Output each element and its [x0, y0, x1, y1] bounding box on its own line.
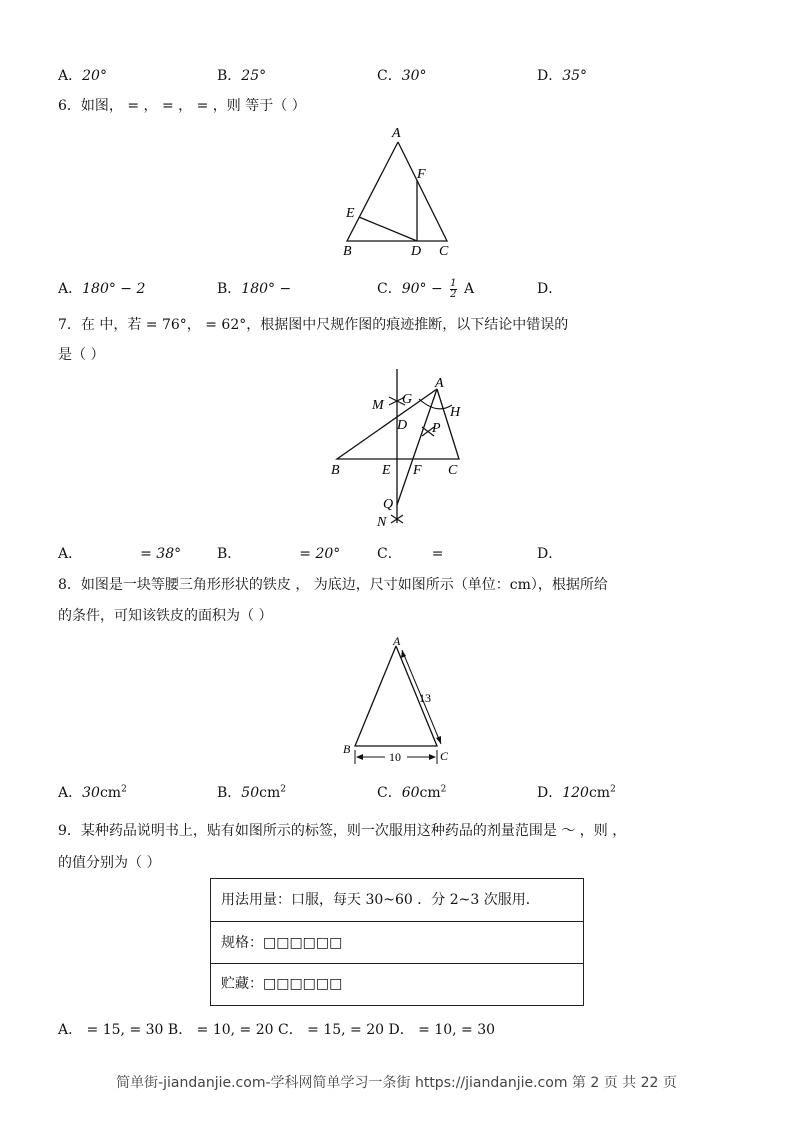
label-row-dosage: 用法用量：口服，每天 30~60 ．分 2~3 次服用． — [211, 879, 583, 922]
q9-stem-line2: 的值分别为（ ） — [58, 855, 161, 871]
q5-option-d: D．35° — [537, 68, 588, 84]
q7-label-a: A — [435, 376, 444, 391]
q8-label-10: 10 — [389, 750, 401, 764]
q6-option-c: C．90° − $\frac{1}{2}$ A — [377, 277, 475, 300]
q9-options: A． = 15, = 30 B． = 10, = 20 C． = 15, = 20 D． = 10, = 30 — [58, 1022, 496, 1038]
q6-fraction: $\frac{1}{2}$ — [450, 277, 457, 300]
q8-label-a: A — [393, 634, 401, 648]
q7-option-a: A． = 38° — [58, 546, 182, 562]
q6-option-d: D． — [537, 281, 563, 297]
q7-stem-line1: 7．在 中，若 = 76°， = 62°，根据图中尺规作图的痕迹推断，以下结论中错误的 — [58, 317, 569, 333]
q8-option-a: A．$30cm^2$ — [58, 784, 127, 801]
q6-label-b: B — [343, 244, 352, 259]
q7-stem-line2: 是（ ） — [58, 347, 105, 363]
q7-label-e: E — [382, 463, 391, 478]
q7-label-g: G — [402, 392, 413, 407]
q6-label-c: C — [439, 244, 449, 259]
q8-stem-line2: 的条件，可知该铁皮的面积为（ ） — [58, 608, 273, 624]
q7-label-c: C — [448, 463, 458, 478]
q6-option-a: A．180° − 2 — [58, 281, 146, 297]
q6-label-f: F — [417, 167, 426, 182]
q9-stem-line1: 9．某种药品说明书上，贴有如图所示的标签，则一次服用这种药品的剂量范围是 ～ ，则 ， — [58, 823, 627, 839]
q7-label-n: N — [377, 515, 387, 530]
q8-option-c: C．$60cm^2$ — [377, 784, 447, 801]
q7-label-d: D — [397, 418, 408, 433]
q7-label-q: Q — [383, 497, 394, 512]
q6-stem: 6．如图， = ， = ， = ，则 等于（ ） — [58, 98, 306, 114]
q6-label-d: D — [411, 244, 422, 259]
medicine-label-box — [210, 878, 584, 1006]
q8-option-d: D．$120cm^2$ — [537, 784, 616, 801]
q7-label-f: F — [413, 463, 422, 478]
q8-option-b: B．$50cm^2$ — [217, 784, 286, 801]
q7-label-p: P — [432, 421, 441, 436]
q7-label-m: M — [372, 398, 384, 413]
q8-stem-line1: 8．如图是一块等腰三角形形状的铁皮 ， 为底边，尺寸如图所示（单位：cm），根据所给 — [58, 577, 608, 593]
q8-label-c: C — [440, 749, 449, 763]
label-row-spec: 规格：□□□□□□ — [211, 922, 583, 964]
q7-option-d: D． — [537, 546, 563, 562]
q6-label-e: E — [346, 206, 355, 221]
q6-label-a: A — [392, 126, 401, 141]
q7-option-b: B． = 20° — [217, 546, 341, 562]
q8-figure — [335, 632, 465, 772]
q6-option-b: B．180° − — [217, 281, 292, 297]
q7-figure — [325, 365, 475, 535]
q7-label-b: B — [331, 463, 340, 478]
q5-option-a: A．20° — [58, 68, 107, 84]
q6-figure — [335, 122, 465, 262]
q8-label-b: B — [343, 742, 351, 756]
q7-label-h: H — [450, 405, 461, 420]
q5-option-b: B．25° — [217, 68, 267, 84]
q8-label-13: 13 — [419, 691, 431, 705]
page-footer: 简单街-jiandanjie.com-学科网简单学习一条街 https://jiandanjie.com 第 2 页 共 22 页 — [116, 1075, 677, 1091]
q7-option-c: C． = — [377, 546, 444, 562]
label-row-storage: 贮藏：□□□□□□ — [221, 976, 343, 992]
q5-option-c: C．30° — [377, 68, 427, 84]
